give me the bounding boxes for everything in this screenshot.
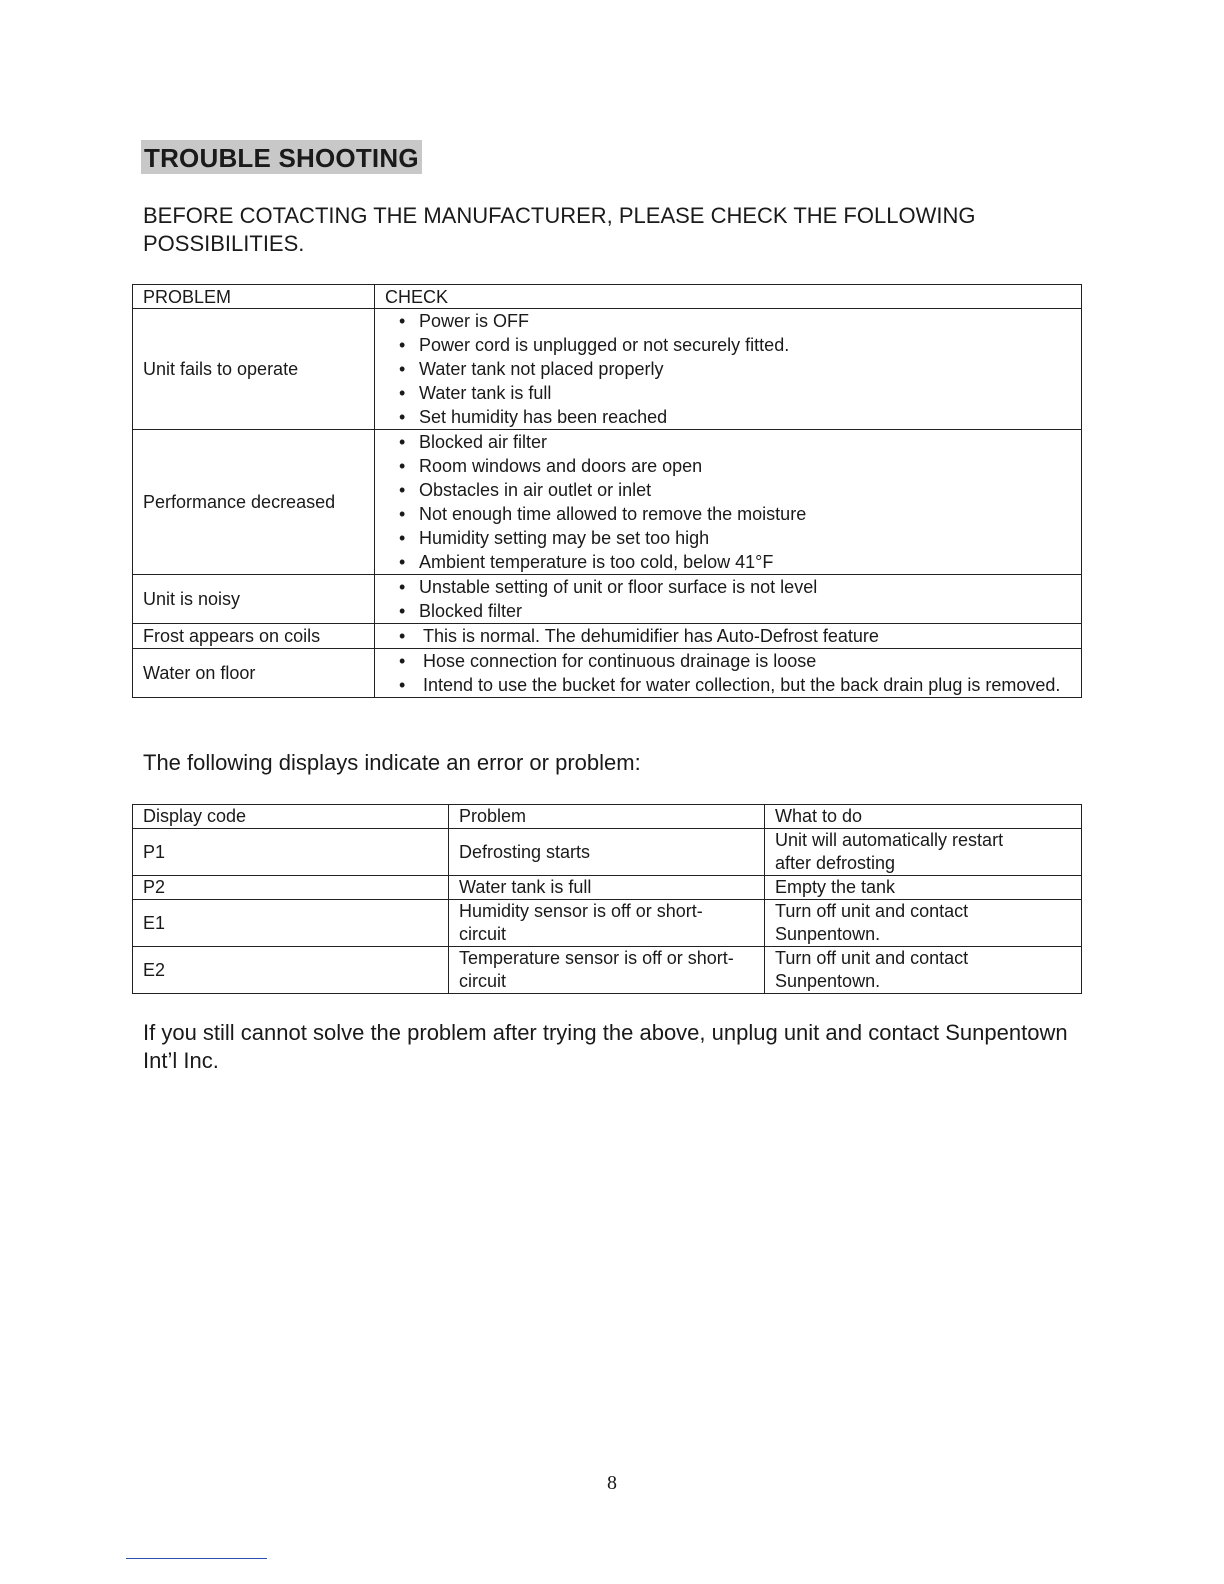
check-item: • This is normal. The dehumidifier has Auto-Defrost feature	[399, 624, 1071, 648]
check-item: • Intend to use the bucket for water collection, but the back drain plug is removed.	[399, 673, 1071, 697]
check-list	[385, 575, 1071, 623]
error-code-table	[132, 804, 1082, 994]
table-header-row	[133, 285, 1082, 309]
outro-text: If you still cannot solve the problem after trying the above, unplug unit and contact Sunpentown Int’l Inc.	[143, 1020, 1068, 1073]
action-cell: Turn off unit and contact Sunpentown.	[765, 947, 1082, 994]
table-row	[133, 900, 1082, 947]
problem-cell: Defrosting starts	[449, 829, 765, 876]
problem-cell: Temperature sensor is off or short-circuit	[449, 947, 765, 994]
table-header-row	[133, 805, 1082, 829]
check-cell	[375, 624, 1082, 649]
heading-wrap	[141, 140, 422, 174]
check-item: • Unstable setting of unit or floor surface is not level	[399, 575, 1071, 599]
intro-text: BEFORE COTACTING THE MANUFACTURER, PLEASE CHECK THE FOLLOWING POSSIBILITIES.	[143, 203, 976, 256]
header-check: CHECK	[375, 285, 1082, 309]
code-cell: P1	[133, 829, 449, 876]
table-row	[133, 624, 1082, 649]
troubleshooting-table	[132, 284, 1082, 698]
table-row	[133, 430, 1082, 575]
display-intro: The following displays indicate an error or problem:	[143, 750, 641, 775]
check-item: • Ambient temperature is too cold, below 41°F	[399, 550, 1071, 574]
footer-divider	[126, 1558, 267, 1559]
problem-cell: Water on floor	[133, 649, 375, 698]
problem-cell: Humidity sensor is off or short-circuit	[449, 900, 765, 947]
table-row	[133, 947, 1082, 994]
check-list	[385, 430, 1071, 574]
check-item: • Power is OFF	[399, 309, 1071, 333]
header-display-code: Display code	[133, 805, 449, 829]
check-cell	[375, 575, 1082, 624]
check-item: • Not enough time allowed to remove the moisture	[399, 502, 1071, 526]
problem-cell: Unit fails to operate	[133, 309, 375, 430]
check-list	[385, 649, 1071, 697]
problem-cell: Unit is noisy	[133, 575, 375, 624]
code-cell: P2	[133, 876, 449, 900]
check-item: • Humidity setting may be set too high	[399, 526, 1071, 550]
check-item: • Blocked air filter	[399, 430, 1071, 454]
table-row	[133, 876, 1082, 900]
check-cell	[375, 430, 1082, 575]
check-item: • Hose connection for continuous drainage is loose	[399, 649, 1071, 673]
code-cell: E2	[133, 947, 449, 994]
check-item: • Room windows and doors are open	[399, 454, 1071, 478]
check-item: • Water tank not placed properly	[399, 357, 1071, 381]
problem-cell: Frost appears on coils	[133, 624, 375, 649]
check-list	[385, 624, 1071, 648]
check-item: • Blocked filter	[399, 599, 1071, 623]
problem-cell: Water tank is full	[449, 876, 765, 900]
check-item: • Obstacles in air outlet or inlet	[399, 478, 1071, 502]
action-cell: Unit will automatically restart after defrosting	[765, 829, 1082, 876]
action-cell: Turn off unit and contact Sunpentown.	[765, 900, 1082, 947]
table-row	[133, 309, 1082, 430]
check-cell	[375, 309, 1082, 430]
table-row	[133, 575, 1082, 624]
page-number: 8	[607, 1472, 617, 1494]
check-list	[385, 309, 1071, 429]
table-row	[133, 649, 1082, 698]
page-title: TROUBLE SHOOTING	[141, 140, 422, 174]
table-row	[133, 829, 1082, 876]
check-cell	[375, 649, 1082, 698]
header-what-to-do: What to do	[765, 805, 1082, 829]
check-item: • Set humidity has been reached	[399, 405, 1071, 429]
check-item: • Power cord is unplugged or not securely fitted.	[399, 333, 1071, 357]
problem-cell: Performance decreased	[133, 430, 375, 575]
action-cell: Empty the tank	[765, 876, 1082, 900]
check-item: • Water tank is full	[399, 381, 1071, 405]
header-problem: Problem	[449, 805, 765, 829]
header-problem: PROBLEM	[133, 285, 375, 309]
code-cell: E1	[133, 900, 449, 947]
